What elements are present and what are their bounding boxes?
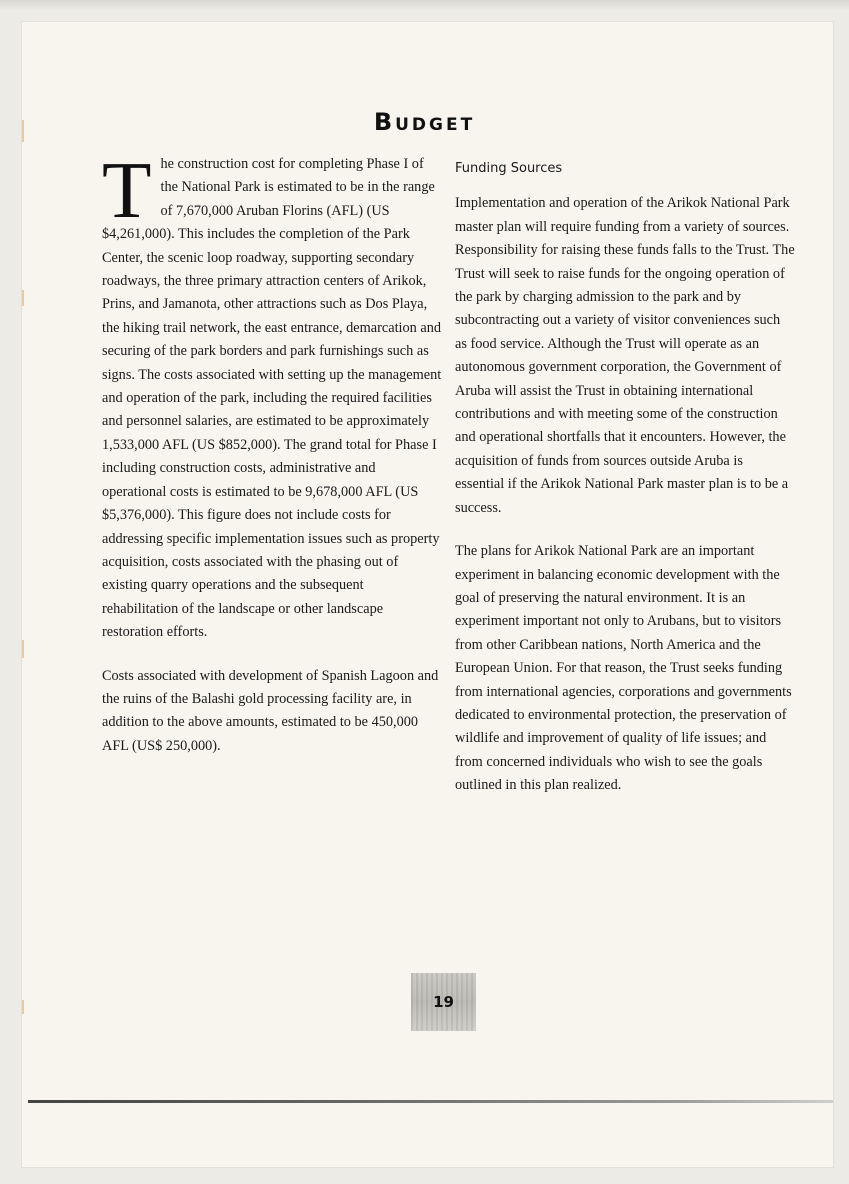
section-subheading: Funding Sources [455, 161, 563, 176]
page-number-box [411, 973, 476, 1031]
bottom-rule [28, 1100, 833, 1103]
drop-cap: T [102, 145, 152, 235]
intro-paragraph [102, 145, 442, 645]
page-title: Budget [373, 108, 476, 136]
plans-paragraph: The plans for Arikok National Park are an important experiment in balancing economic development with the goal of preserving the natural environment. It is an experiment important not only to Arubans, but to visitors from other Caribbean nations, North America and the European Union. For that reason, the Trust seeks funding from international agencies, corporations and governments dedicated to environmental protection, the preservation of wildlife and improvement of quality of life issues; and from concerned individuals who wish to see the goals outlined in this plan realized. [455, 543, 792, 794]
margin-mark [22, 290, 24, 306]
right-column [455, 157, 795, 798]
margin-mark [22, 640, 24, 658]
left-column [102, 145, 442, 758]
funding-paragraph: Implementation and operation of the Arikok National Park master plan will require funding from a variety of sources. Responsibility for raising these funds falls to the Trust. The Trust will seek to raise funds for the ongoing operation of the park by charging admission to the park and by subcontracting out a variety of visitor conveniences such as food service. Although the Trust will operate as an autonomous government corporation, the Government of Aruba will assist the Trust in obtaining international contributions and with meeting some of the construction and operational shortfalls that it encounters. However, the acquisition of funds from sources outside Aruba is essential if the Arikok National Park master plan is to be a success. [455, 195, 795, 516]
margin-mark [22, 1000, 24, 1014]
scan-top-edge [0, 0, 849, 10]
page-number: 19 [433, 993, 454, 1011]
spanish-lagoon-paragraph: Costs associated with development of Spanish Lagoon and the ruins of the Balashi gold processing facility are, in addition to the above amounts, estimated to be 450,000 AFL (US$ 250,000). [102, 667, 439, 754]
intro-text: he construction cost for completing Phase I of the National Park is estimated to be in the range of 7,670,000 Aruban Florins (AFL) (US $4,261,000). This includes the completion of the Park Center, the scenic loop roadway, supporting secondary roadways, the three primary attraction centers of Arikok, Prins, and Jamanota, other attractions such as Dos Playa, the hiking trail network, the east entrance, demarcation and securing of the park borders and park furnishings such as signs. The costs associated with setting up the management and operation of the park, including the required facilities and personnel salaries, are estimated to be approximately 1,533,000 AFL (US $852,000). The grand total for Phase I including construction costs, administrative and operational costs is estimated to be 9,678,000 AFL (US $5,376,000). This figure does not include costs for addressing specific implementation issues such as property acquisition, costs associated with the phasing out of existing quarry operations and the subsequent rehabilitation of the landscape or other landscape restoration efforts. [102, 156, 442, 641]
